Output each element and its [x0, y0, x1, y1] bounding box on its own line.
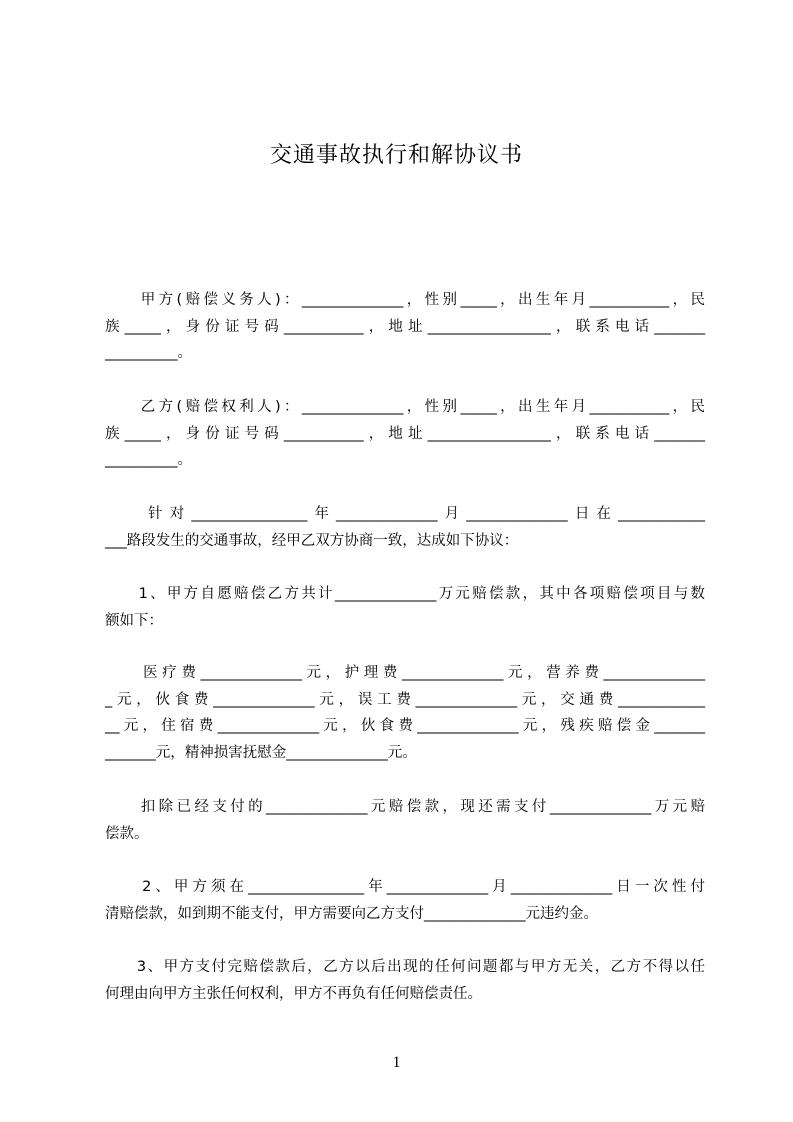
paragraph-deduction — [105, 794, 705, 847]
paragraph-line: 何理由向甲方主张任何权利，甲方不再负有任何赔偿责任。 — [105, 985, 482, 1002]
paragraph-party-a — [105, 287, 705, 367]
paragraph-clause-2 — [105, 874, 705, 927]
paragraph-line: _______元，精神损害抚慰金______________元。 — [105, 744, 417, 761]
paragraph-clause-3 — [105, 954, 705, 1007]
paragraph-line: 族_____，身份证号码___________，地址_________________，联系电话_______ — [105, 425, 705, 442]
paragraph-line: 1、甲方自愿赔偿乙方共计______________万元赔偿款，其中各项赔偿项目与数 — [105, 586, 705, 602]
paragraph-line: 清赔偿款，如到期不能支付，甲方需要向乙方支付______________元违约金。 — [105, 905, 598, 922]
paragraph-party-b — [105, 394, 705, 474]
paragraph-line: 扣除已经支付的______________元赔偿款，现还需支付______________万元赔 — [105, 799, 705, 815]
paragraph-line: __元，住宿费______________元，伙食费______________元，残疾赔偿金_______ — [105, 718, 705, 734]
paragraph-line: ___路段发生的交通事故，经甲乙双方协商一致，达成如下协议： — [105, 532, 519, 549]
paragraph-line: 乙方(赔偿权利人)：______________，性别_____，出生年月___________，民 — [105, 399, 705, 415]
paragraph-line: 2、甲方须在________________年______________月______________日一次性付 — [105, 879, 705, 895]
paragraph-line: 额如下： — [105, 612, 163, 629]
paragraph-line: 族_____，身份证号码___________，地址_________________，联系电话_______ — [105, 318, 705, 335]
paragraph-accident-description — [105, 501, 705, 554]
paragraph-line: __________。 — [105, 345, 192, 361]
paragraph-line: 偿款。 — [105, 825, 149, 842]
paragraph-line: _元，伙食费______________元，误工费______________元，交通费____________ — [105, 691, 705, 708]
paragraph-line: __________。 — [105, 452, 192, 468]
paragraph-line: 医疗费______________元，护理费______________元，营养费______________ — [105, 665, 705, 681]
paragraph-compensation-items — [105, 660, 705, 766]
document-title: 交通事故执行和解协议书 — [269, 143, 523, 168]
paragraph-line: 3、甲方支付完赔偿款后，乙方以后出现的任何问题都与甲方无关，乙方不得以任 — [105, 959, 705, 975]
paragraph-clause-1 — [105, 581, 705, 634]
page-number: 1 — [392, 1054, 401, 1071]
paragraph-line: 甲方(赔偿义务人)：______________，性别_____，出生年月___________，民 — [105, 292, 705, 308]
paragraph-line: 针对________________年______________月______________日在____________ — [105, 506, 705, 522]
